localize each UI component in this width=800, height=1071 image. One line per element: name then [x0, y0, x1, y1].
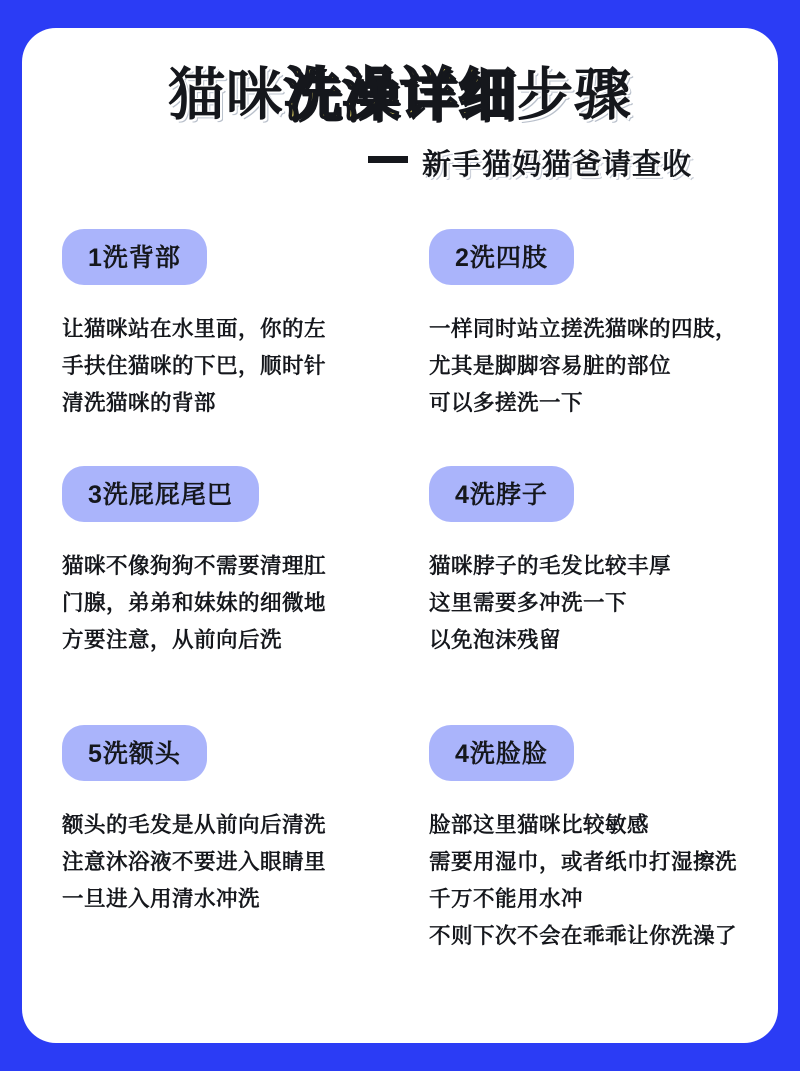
- title-block: [22, 64, 778, 183]
- step-item: [22, 229, 395, 422]
- step-body-line: 一样同时站立搓洗猫咪的四肢，: [429, 316, 738, 341]
- step-item: [405, 466, 778, 659]
- step-body-line: 需要用湿巾，或者纸巾打湿擦洗: [429, 849, 738, 874]
- step-body-line: 猫咪不像狗狗不需要清理肛: [62, 553, 327, 578]
- step-body: [62, 548, 387, 659]
- step-body-line: 手扶住猫咪的下巴，顺时针: [62, 353, 327, 378]
- step-badge: 3洗屁屁尾巴: [62, 466, 259, 522]
- step-body-line: 以免泡沫残留: [429, 627, 562, 652]
- step-body-line: 脸部这里猫咪比较敏感: [429, 812, 650, 837]
- step-body: [429, 548, 770, 659]
- steps-grid: [22, 229, 778, 955]
- step-item: [405, 725, 778, 955]
- dash-icon: [368, 156, 408, 163]
- page-title: [168, 64, 632, 128]
- step-body: [429, 311, 770, 422]
- step-body: [429, 807, 770, 955]
- step-body-line: 千万不能用水冲: [429, 886, 584, 911]
- step-body: [62, 311, 387, 422]
- subtitle-row: [52, 142, 748, 183]
- step-badge: 5洗额头: [62, 725, 207, 781]
- step-item: [22, 725, 395, 955]
- step-body-line: 可以多搓洗一下: [429, 390, 584, 415]
- step-body-line: 清洗猫咪的背部: [62, 390, 217, 415]
- title-part-1: 猫咪: [168, 63, 284, 127]
- step-badge: 2洗四肢: [429, 229, 574, 285]
- step-body: [62, 807, 387, 918]
- step-body-line: 尤其是脚脚容易脏的部位: [429, 353, 672, 378]
- step-body-line: 注意沐浴液不要进入眼睛里: [62, 849, 327, 874]
- step-item: [405, 229, 778, 422]
- step-body-line: 一旦进入用清水冲洗: [62, 886, 261, 911]
- title-part-2: 步骤: [516, 63, 632, 127]
- step-body-line: 不则下次不会在乖乖让你洗澡了: [429, 923, 738, 948]
- step-badge: 4洗脖子: [429, 466, 574, 522]
- step-body-line: 额头的毛发是从前向后清洗: [62, 812, 327, 837]
- step-badge: 1洗背部: [62, 229, 207, 285]
- step-item: [22, 466, 395, 659]
- poster-card: [22, 28, 778, 1043]
- step-body-line: 方要注意，从前向后洗: [62, 627, 283, 652]
- title-part-highlight: 洗澡详细: [284, 63, 516, 127]
- step-body-line: 猫咪脖子的毛发比较丰厚: [429, 553, 672, 578]
- step-badge: 4洗脸脸: [429, 725, 574, 781]
- step-body-line: 这里需要多冲洗一下: [429, 590, 628, 615]
- page-subtitle: 新手猫妈猫爸请查收: [421, 148, 692, 181]
- step-body-line: 门腺，弟弟和妹妹的细微地: [62, 590, 327, 615]
- step-body-line: 让猫咪站在水里面，你的左: [62, 316, 327, 341]
